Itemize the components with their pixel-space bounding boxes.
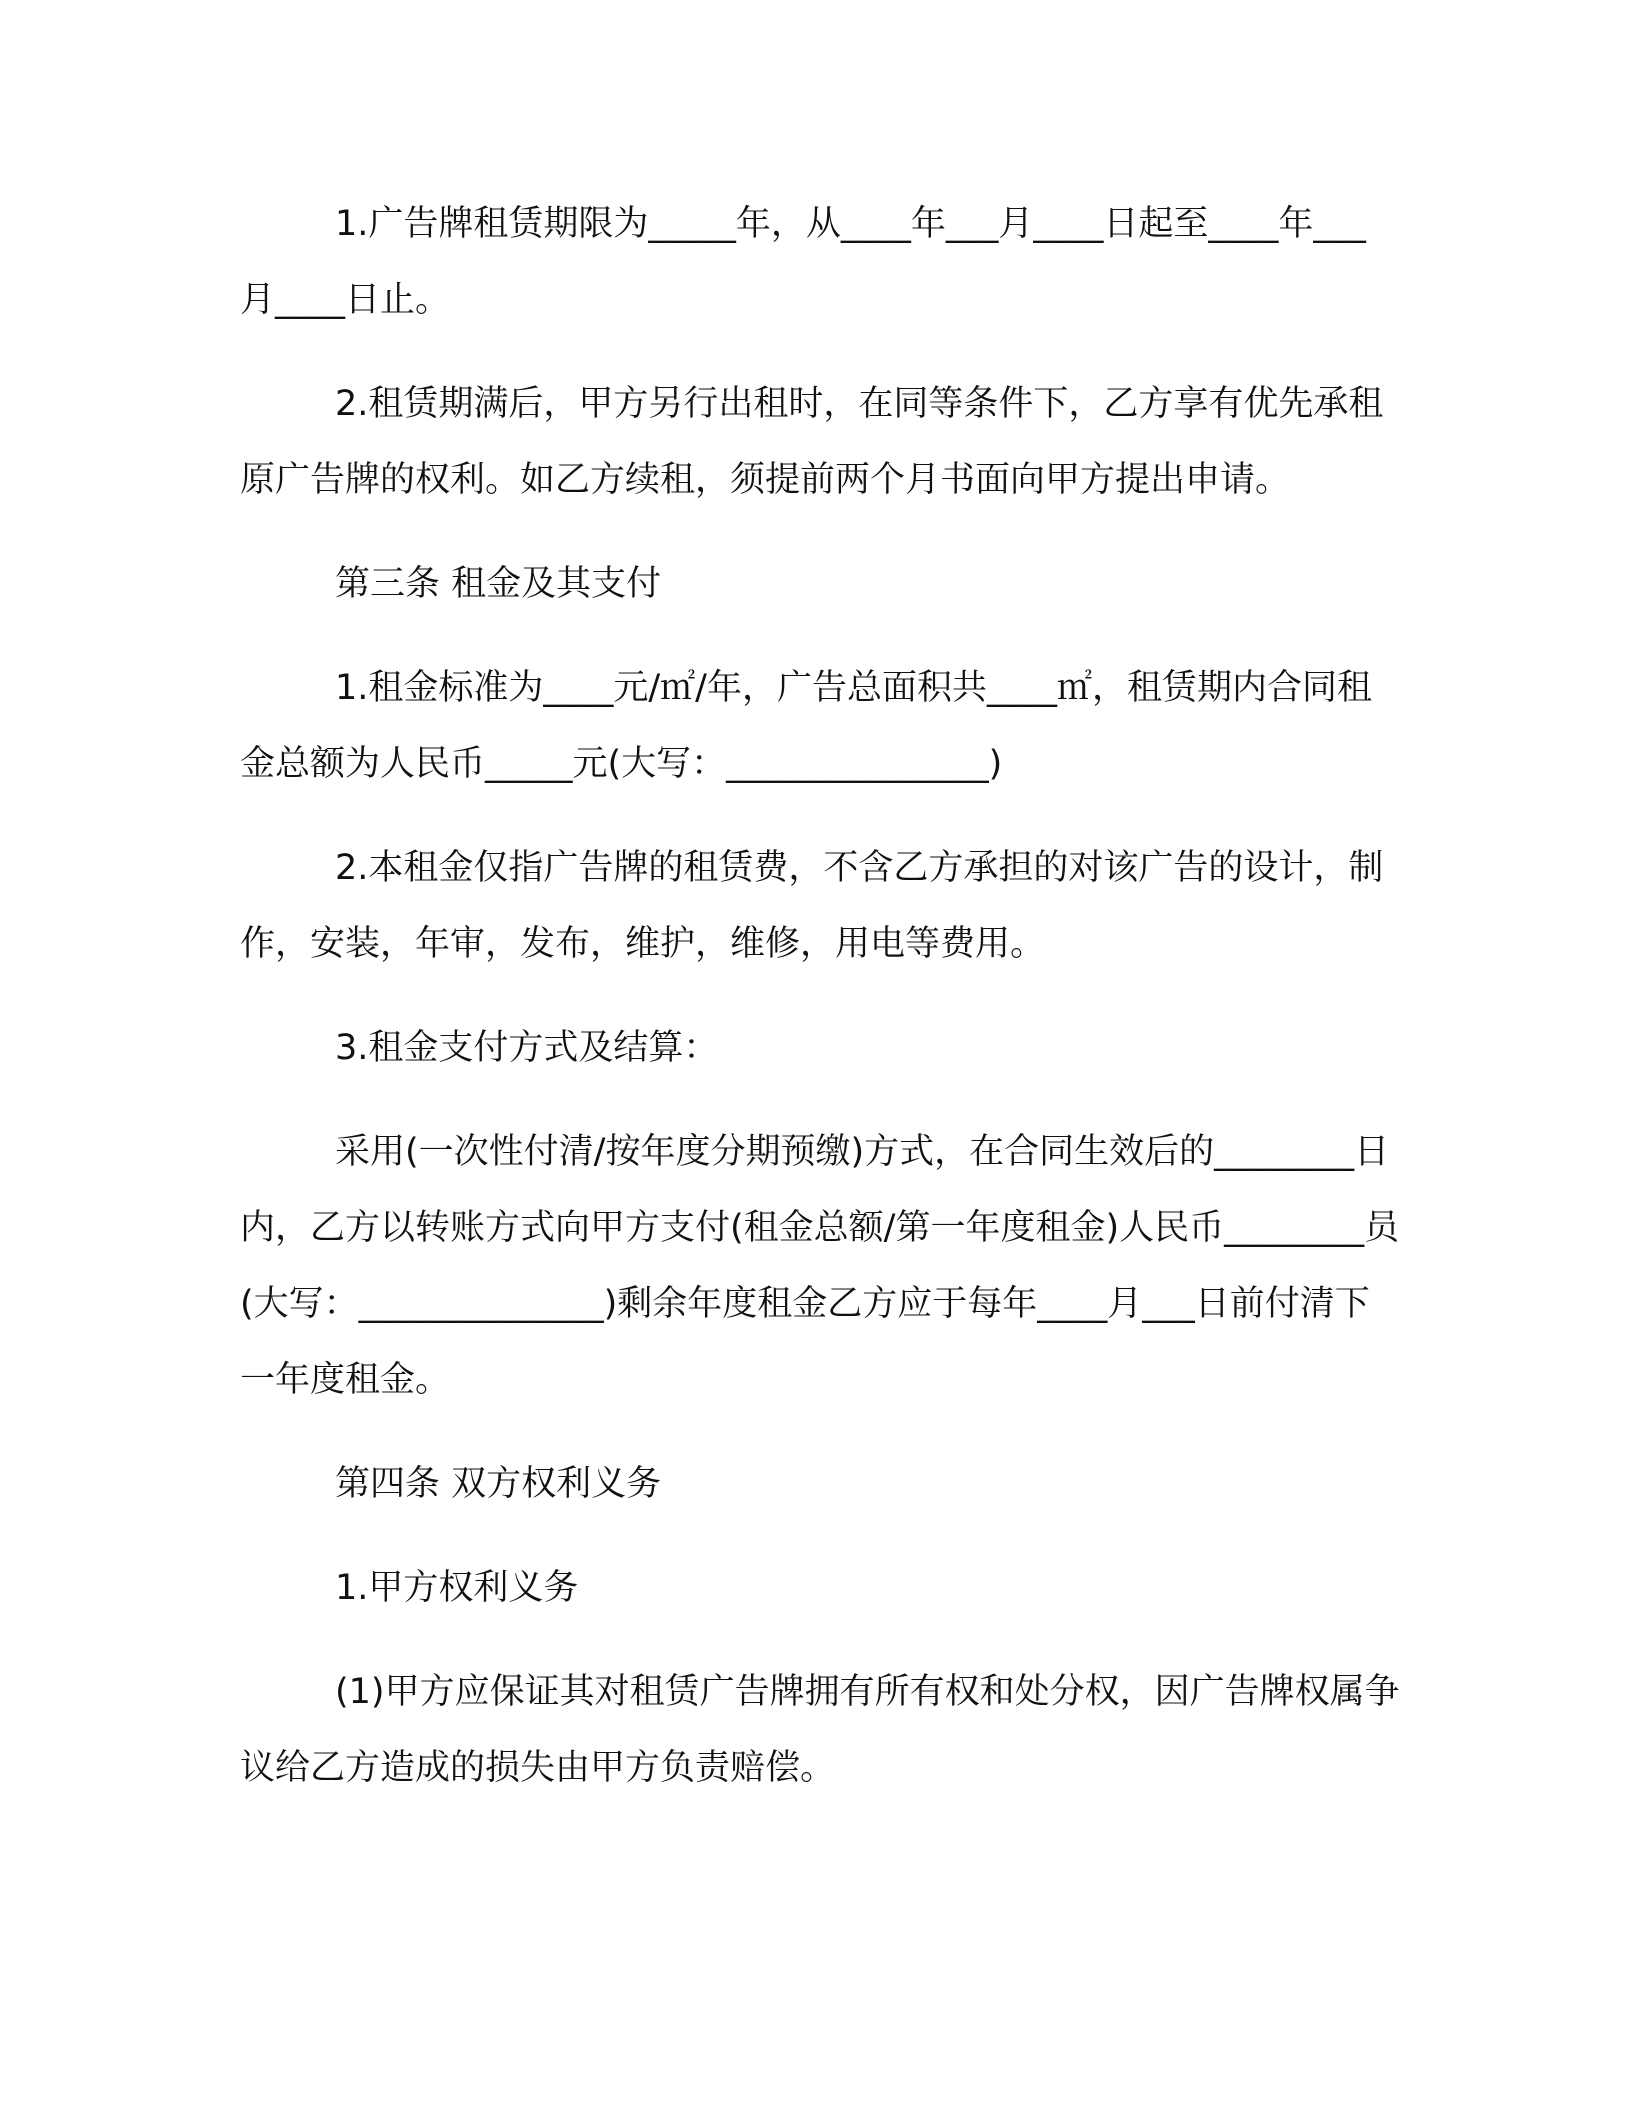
document-body bbox=[240, 186, 1400, 1834]
party-a-clause-1: (1)甲方应保证其对租赁广告牌拥有所有权和处分权，因广告牌权属争议给乙方造成的损失由甲方负责赔偿。 bbox=[240, 1672, 1400, 1788]
rent-clause-3: 3.租金支付方式及结算： bbox=[335, 1028, 719, 1068]
term-clause-2: 2.租赁期满后，甲方另行出租时，在同等条件下，乙方享有优先承租原广告牌的权利。如乙方续租，须提前两个月书面向甲方提出申请。 bbox=[240, 384, 1384, 500]
rent-clause-1: 1.租金标准为____元/㎡/年，广告总面积共____㎡，租赁期内合同租金总额为人民币_____元(大写：_______________) bbox=[240, 668, 1372, 784]
term-clause-1: 1.广告牌租赁期限为_____年，从____年___月____日起至____年___月____日止。 bbox=[240, 204, 1366, 320]
article-3-heading: 第三条 租金及其支付 bbox=[335, 564, 662, 604]
article-4-heading: 第四条 双方权利义务 bbox=[335, 1464, 662, 1504]
payment-method-paragraph: 采用(一次性付清/按年度分期预缴)方式，在合同生效后的________日内，乙方以转账方式向甲方支付(租金总额/第一年度租金)人民币________员(大写：______________)剩余年度租金乙方应于每年____月___日前付清下一年度租金。 bbox=[240, 1132, 1400, 1400]
party-a-rights-heading: 1.甲方权利义务 bbox=[335, 1568, 579, 1608]
rent-clause-2: 2.本租金仅指广告牌的租赁费，不含乙方承担的对该广告的设计，制作，安装，年审，发布，维护，维修，用电等费用。 bbox=[240, 848, 1384, 964]
